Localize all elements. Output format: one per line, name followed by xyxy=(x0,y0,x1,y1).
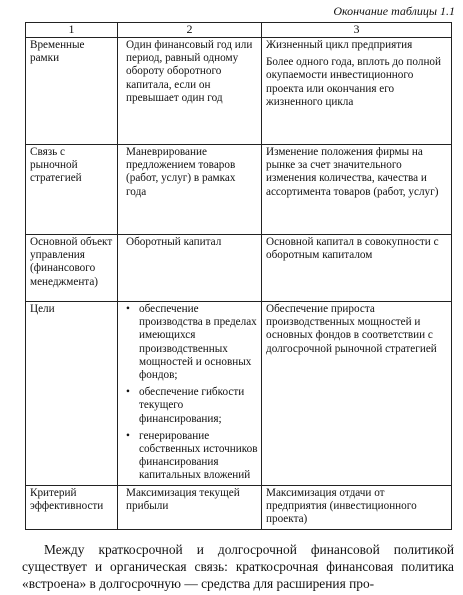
row-label: Основной объект управления (финансового менеджмента) xyxy=(26,235,118,302)
long-term-cell: Изменение положения фирмы на рынке за счет значительного изменения количества, качества и ассортимента товаров (работ, услуг) xyxy=(262,145,452,235)
row-label: Критерий эффективности xyxy=(26,485,118,529)
table-caption: Окончание таблицы 1.1 xyxy=(333,4,455,18)
goals-bullet-list xyxy=(126,303,258,483)
long-term-cell: Основной капитал в совокупности с оборотным капиталом xyxy=(262,235,452,302)
short-term-cell: Один финансовый год или период, равный одному обороту оборотного капитала, если он превышает один год xyxy=(118,38,262,145)
list-item: • генерирование собственных источников финансирования капитальных вложений xyxy=(126,430,258,483)
column-number-3: 3 xyxy=(262,23,452,38)
list-item: • обеспечение производства в пределах имеющихся производственных мощностей и основных фондов; xyxy=(126,303,258,382)
table-header-row xyxy=(26,23,452,38)
table-row xyxy=(26,302,452,486)
row-label: Связь с рыночной стратегией xyxy=(26,145,118,235)
body-text: Между краткосрочной и долгосрочной финансовой политикой существует и органическая связь: краткосрочная финансовая политика «встроена» в долгосрочную — средства для расширения про- xyxy=(22,542,454,591)
comparison-table xyxy=(25,22,452,530)
list-item: • обеспечение гибкости текущего финансирования; xyxy=(126,386,258,426)
table-row xyxy=(26,485,452,529)
column-number-2: 2 xyxy=(118,23,262,38)
long-term-text: Более одного года, вплоть до полной окупаемости инвестиционного проекта или окончания его жизненного цикла xyxy=(266,56,442,108)
table-row xyxy=(26,145,452,235)
row-label: Цели xyxy=(26,302,118,486)
body-paragraph xyxy=(22,541,454,592)
long-term-cell: Обеспечение прироста производственных мощностей и основных фондов в соответствии с долгосрочной рыночной стратегией xyxy=(262,302,452,486)
short-term-cell: Маневрирование предложением товаров (работ, услуг) в рамках года xyxy=(118,145,262,235)
short-term-cell xyxy=(118,302,262,486)
short-term-cell: Оборотный капитал xyxy=(118,235,262,302)
long-term-text: Жизненный цикл предприятия xyxy=(266,39,413,51)
row-label: Временные рамки xyxy=(26,38,118,145)
table-row xyxy=(26,235,452,302)
long-term-cell: Максимизация отдачи от предприятия (инвестиционного проекта) xyxy=(262,485,452,529)
long-term-cell xyxy=(262,38,452,145)
column-number-1: 1 xyxy=(26,23,118,38)
table-row xyxy=(26,38,452,145)
short-term-cell: Максимизация текущей прибыли xyxy=(118,485,262,529)
